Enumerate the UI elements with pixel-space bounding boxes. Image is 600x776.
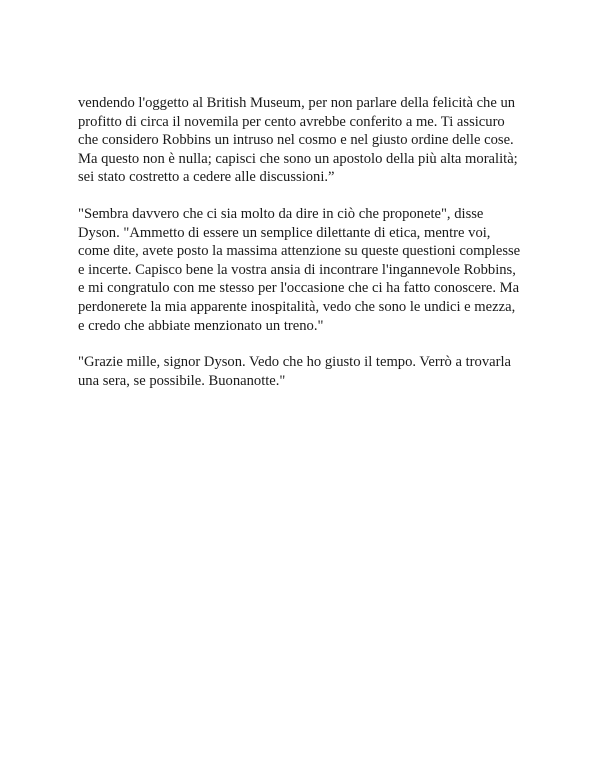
text-line: sei stato costretto a cedere alle discussioni.” [78, 169, 335, 186]
paragraph-2 [78, 205, 538, 335]
text-line: e incerte. Capisco bene la vostra ansia di incontrare l'ingannevole Robbins, [78, 261, 516, 278]
text-line: e credo che abbiate menzionato un treno." [78, 317, 324, 334]
paragraph-3 [78, 353, 538, 390]
document-page [78, 94, 538, 408]
text-line: Ma questo non è nulla; capisci che sono un apostolo della più alta moralità; [78, 150, 518, 167]
text-line: una sera, se possibile. Buonanotte." [78, 372, 286, 389]
text-line: perdonerete la mia apparente inospitalità, vedo che sono le undici e mezza, [78, 298, 516, 315]
text-line: vendendo l'oggetto al British Museum, per non parlare della felicità che un [78, 95, 516, 111]
text-line: che considero Robbins un intruso nel cosmo e nel giusto ordine delle cose. [78, 132, 514, 149]
text-line: profitto di circa il novemila per cento avrebbe conferito a me. Ti assicuro [78, 113, 505, 130]
text-line: Dyson. "Ammetto di essere un semplice dilettante di etica, mentre voi, [78, 224, 491, 241]
paragraph-1 [78, 94, 538, 187]
text-line: come dite, avete posto la massima attenzione su queste questioni complesse [78, 243, 521, 260]
text-line: "Grazie mille, signor Dyson. Vedo che ho giusto il tempo. Verrò a trovarla [78, 354, 512, 371]
text-line: "Sembra davvero che ci sia molto da dire in ciò che proponete", disse [78, 205, 484, 222]
text-line: e mi congratulo con me stesso per l'occasione che ci ha fatto conoscere. Ma [78, 280, 520, 297]
